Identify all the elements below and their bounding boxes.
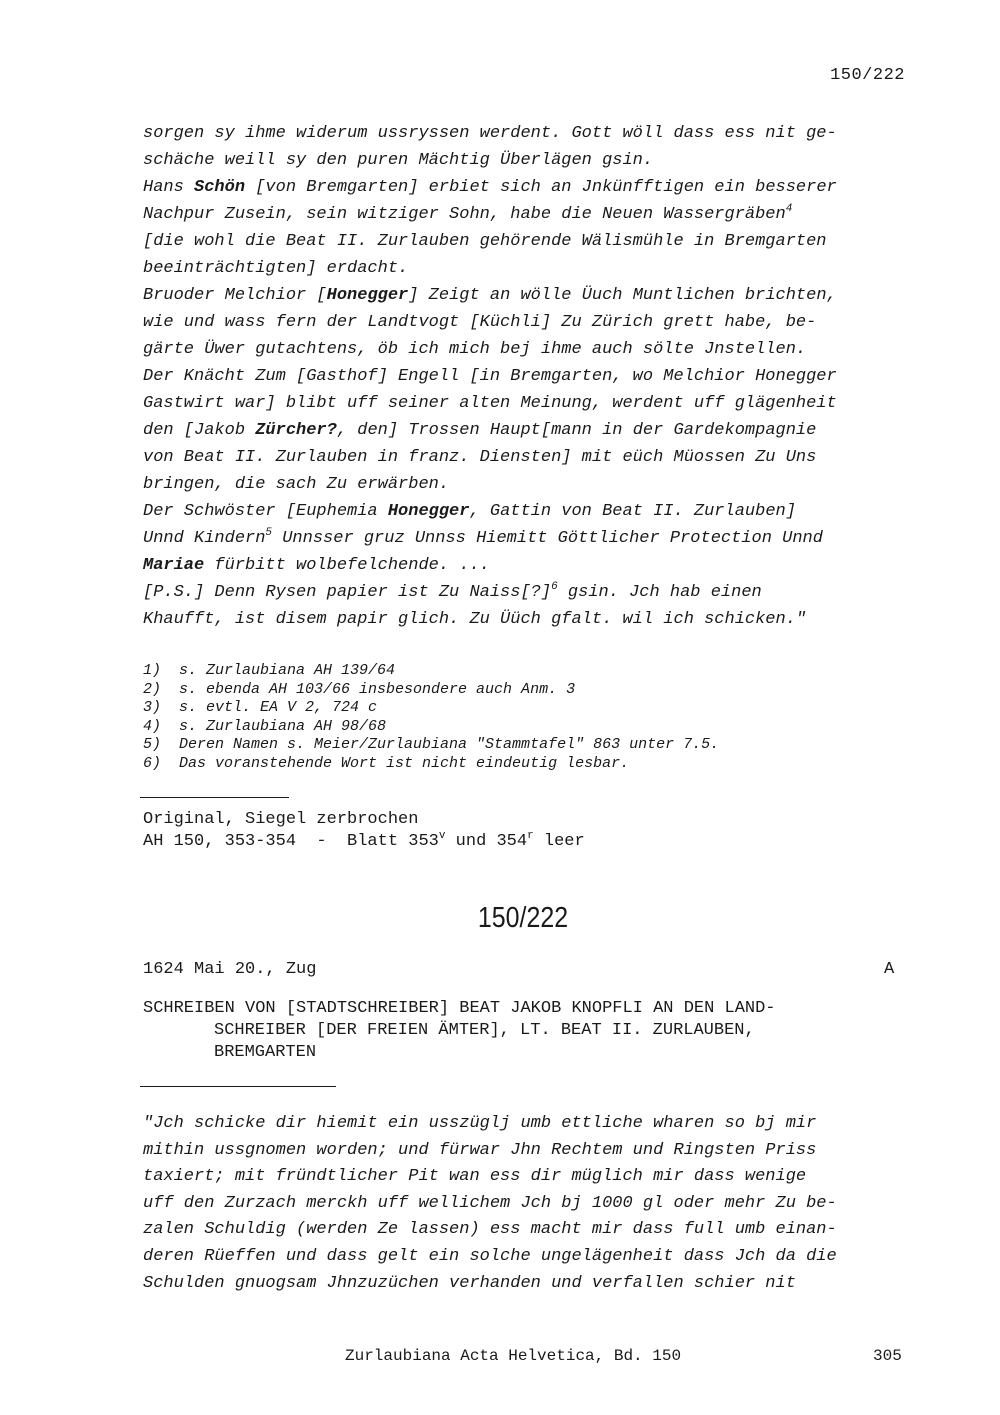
text-line: von Beat II. Zurlauben in franz. Diensten] mit eüch Müossen Zu Uns [143,448,817,467]
footnote-ref: 4 [785,203,793,215]
previous-letter-text [143,120,913,633]
document-category: A [884,960,895,979]
footnote-divider [140,797,289,798]
text-line: Mariae fürbitt wolbefelchende. ... [143,556,490,575]
dateline: 1624 Mai 20., Zug [143,960,317,979]
bold-name: Honegger [326,286,409,305]
quote-line: "Jch schicke dir hiemit ein usszüglj umb ettliche wharen so bj mir [143,1114,817,1133]
text-line: beeinträchtigten] erdacht. [143,259,409,278]
archive-note: Original, Siegel zerbrochen [143,810,419,829]
footnote: 6) Das voranstehende Wort ist nicht eindeutig lesbar. [143,754,630,772]
text-line: bringen, die sach Zu erwärben. [143,475,450,494]
bold-name: Mariae [143,556,205,575]
running-page-ref: 150/222 [830,66,905,85]
text-line: [P.S.] Denn Rysen papier ist Zu Naiss[?]$^6$ gsin. Jch hab einen [143,581,762,602]
text-line: Unnd Kindern$^5$ Unnsser gruz Unnss Hiemitt Göttlicher Protection Unnd [143,527,823,548]
quote-line: zalen Schuldig (werden Ze lassen) ess macht mir dass full umb einan- [143,1220,837,1240]
footnote: 4) s. Zurlaubiana AH 98/68 [143,717,387,735]
text-line: Gastwirt war] blibt uff seiner alten Meinung, werdent uff glägenheit [143,394,837,413]
footer-series: Zurlaubiana Acta Helvetica, Bd. 150 [345,1347,682,1365]
text-line: Nachpur Zusein, sein witziger Sohn, habe die Neuen Wassergräben$^4$ [143,203,793,224]
text-line: sorgen sy ihme widerum ussryssen werdent. Gott wöll dass ess nit ge- [143,124,837,143]
document-title [143,998,903,1064]
text-line: Bruoder Melchior [Honegger] Zeigt an wölle Üuch Muntlichen brichten, [143,286,837,305]
text-line: gärte Üwer gutachtens, öb ich mich bej ihme auch sölte Jnstellen. [143,340,807,359]
footer-page-number: 305 [873,1347,902,1365]
text-line: den [Jakob Zürcher?, den] Trossen Haupt[mann in der Gardekompagnie [143,421,817,440]
title-line: BREMGARTEN [214,1043,317,1062]
footnote: 3) s. evtl. EA V 2, 724 c [143,699,378,716]
bold-name: Zürcher? [255,421,337,440]
bold-name: Honegger [387,502,470,521]
title-line: SCHREIBER [DER FREIEN ÄMTER], LT. BEAT II. ZURLAUBEN, [214,1021,755,1040]
text-line: Der Knächt Zum [Gasthof] Engell [in Bremgarten, wo Melchior Honegger [143,367,837,386]
quote-line: deren Rüeffen und dass gelt ein solche ungelägenheit dass Jch da die [143,1246,837,1266]
quote-line: Schulden gnuogsam Jhnzuzüchen verhanden und verfallen schier nit [143,1273,796,1293]
text-line: Khaufft, ist disem papir glich. Zu Üüch gfalt. wil ich schicken." [143,610,807,629]
quote-line: taxiert; mit fründtlicher Pit wan ess dir müglich mir dass wenige [143,1167,807,1187]
footnote: 1) s. Zurlaubiana AH 139/64 [143,662,396,679]
footnotes [143,662,719,773]
bold-name: Schön [194,178,246,197]
text-line: schäche weill sy den puren Mächtig Überlägen gsin. [143,151,654,170]
text-line: Der Schwöster [Euphemia Honegger, Gattin von Beat II. Zurlauben] [143,502,796,521]
archive-reference: AH 150, 353-354 - Blatt 353$^v$ und 354$^r$ leer [143,830,585,851]
title-line: SCHREIBEN VON [STADTSCHREIBER] BEAT JAKOB KNOPFLI AN DEN LAND- [143,999,776,1018]
quote-line: mithin ussgnomen worden; und fürwar Jhn Rechtem und Ringsten Priss [143,1140,817,1160]
document-number-heading: 150/222 [477,902,569,934]
text-line: Hans Schön [von Bremgarten] erbiet sich an Jnkünfftigen ein besserer [143,178,837,197]
title-divider [140,1086,336,1087]
text-line: [die wohl die Beat II. Zurlauben gehörende Wälismühle in Bremgarten [143,232,827,251]
footnote-ref: 6 [551,581,558,593]
footnote: 5) Deren Namen s. Meier/Zurlaubiana "Stammtafel" 863 unter 7.5. [143,736,720,753]
letter-quote [143,1111,837,1297]
quote-line: uff den Zurzach merckh uff wellichem Jch bj 1000 gl oder mehr Zu be- [143,1193,837,1213]
text-line: wie und wass fern der Landtvogt [Küchli] Zu Zürich grett habe, be- [143,313,817,332]
footnote: 2) s. ebenda AH 103/66 insbesondere auch Anm. 3 [143,680,576,698]
footnote-ref: 5 [265,527,273,539]
